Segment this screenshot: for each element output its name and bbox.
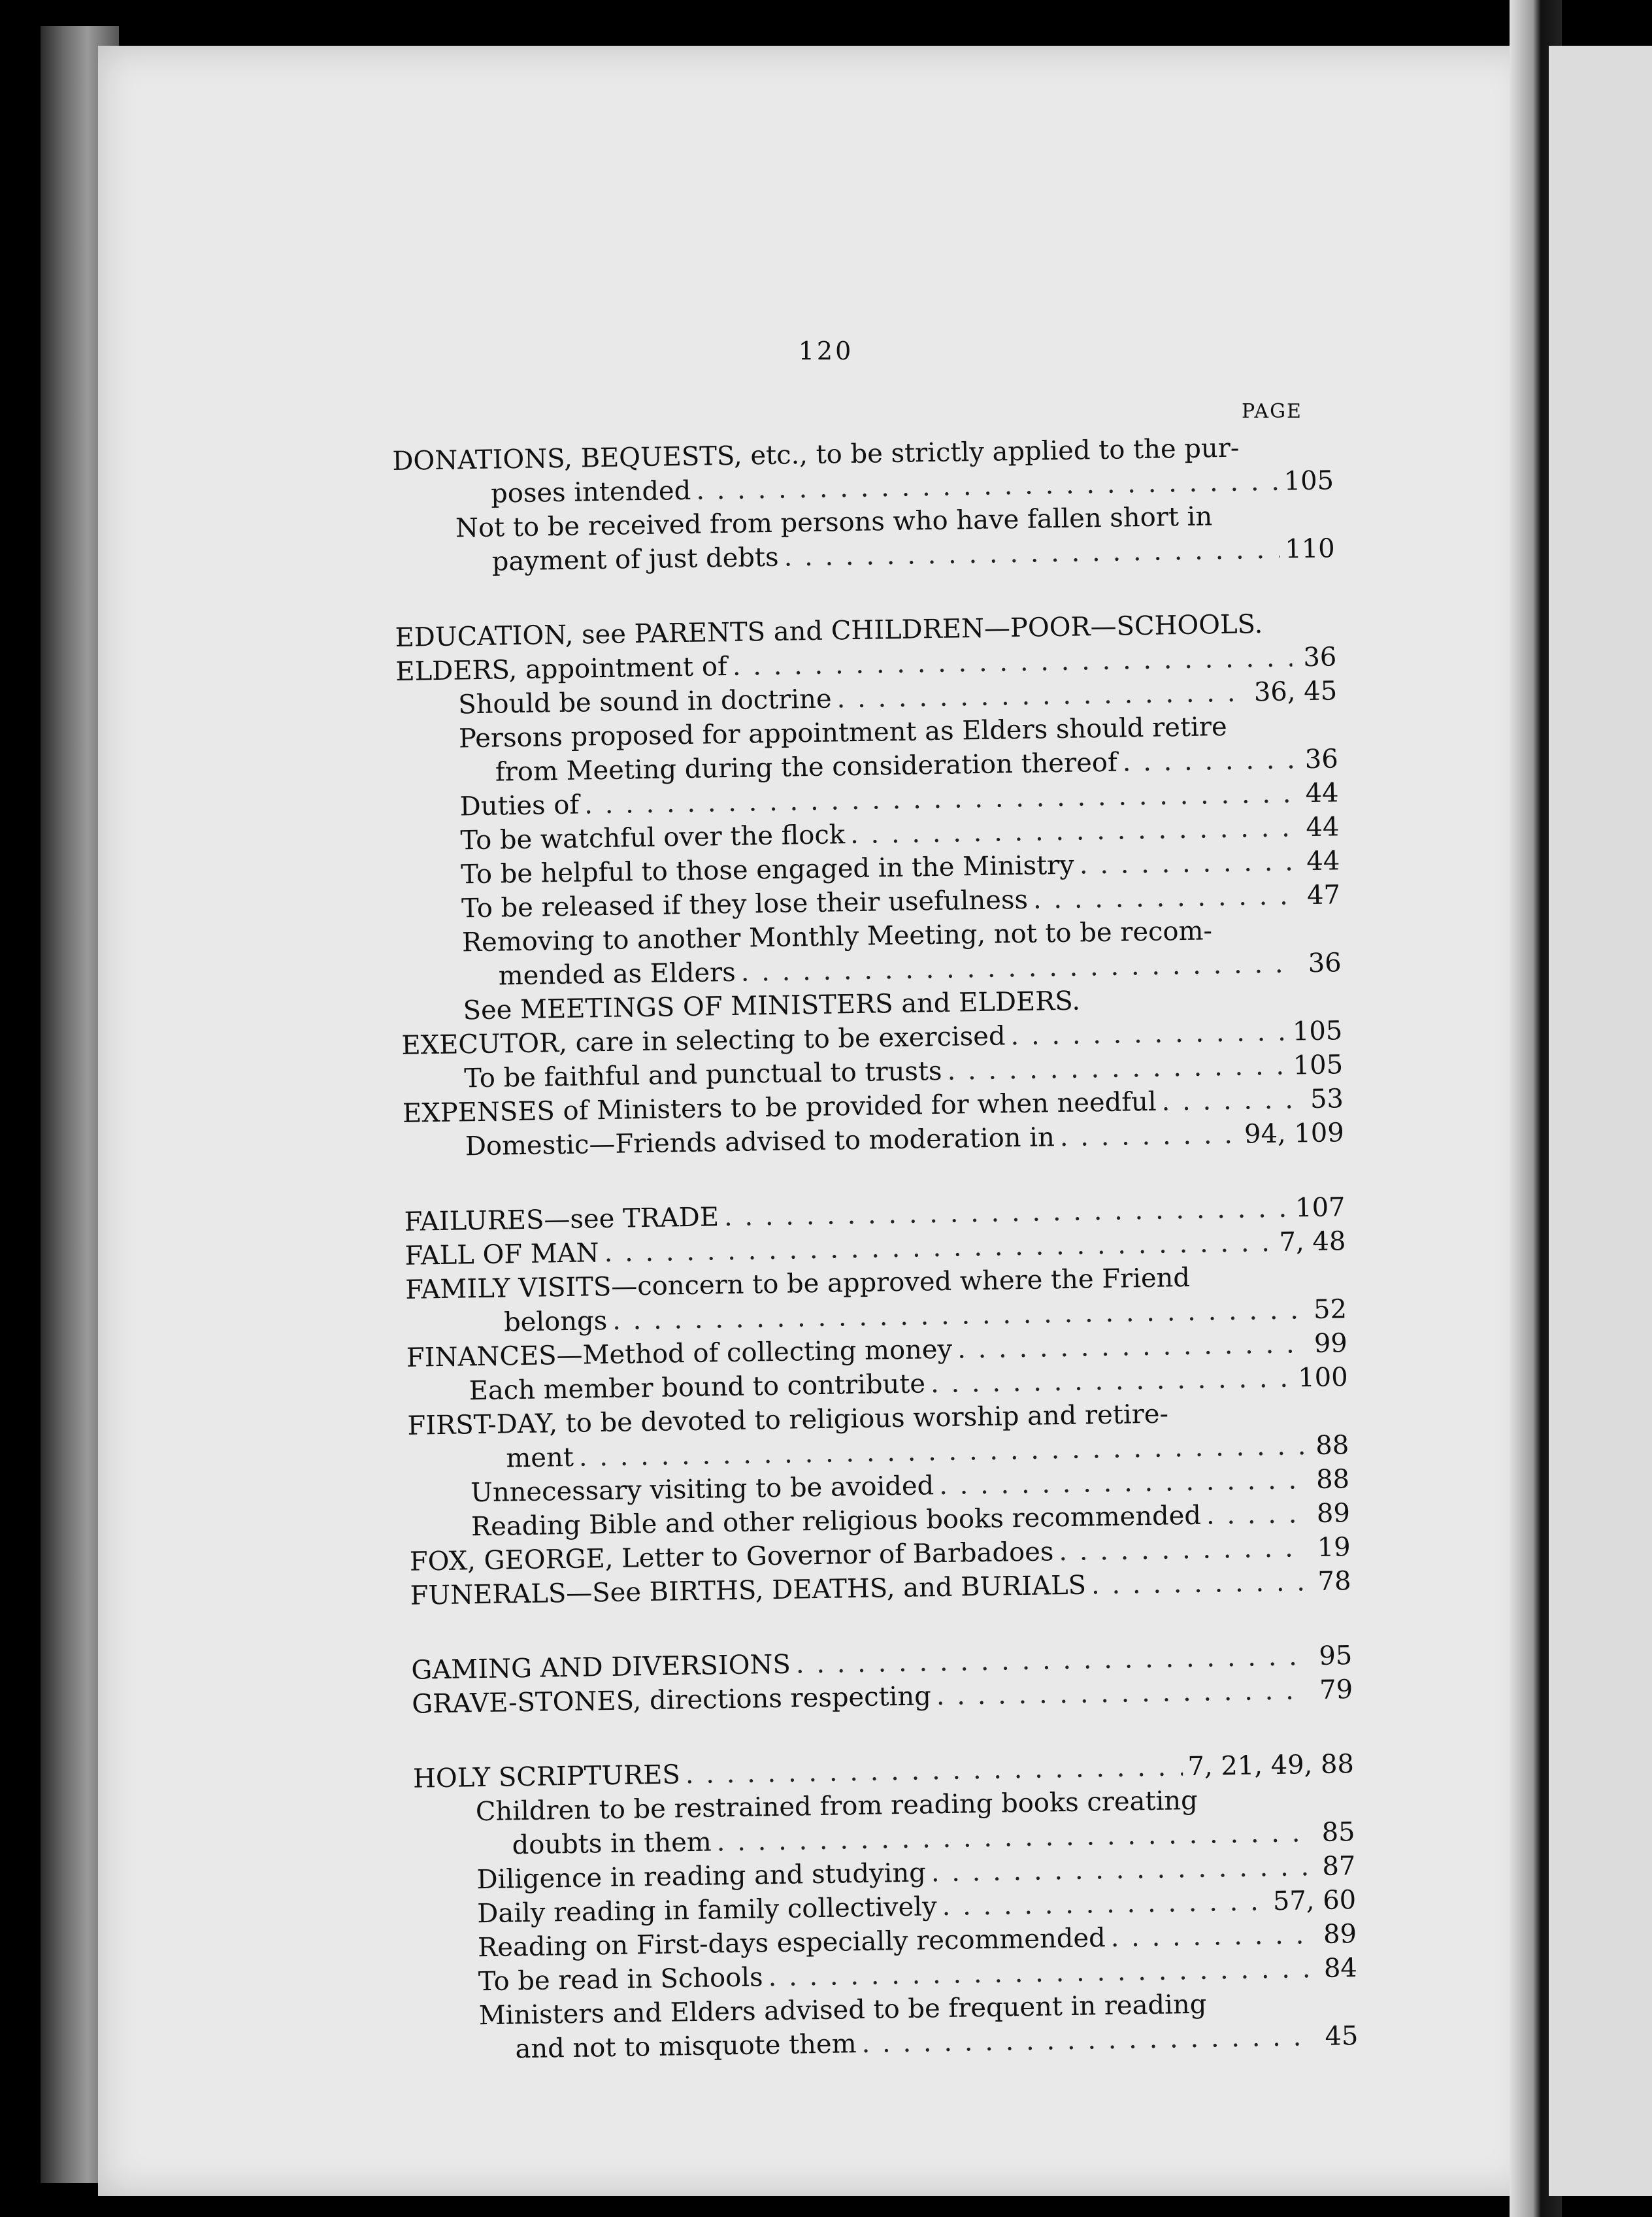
entry-page-ref: 57, 60: [1272, 1885, 1357, 1917]
entry-text: ment: [506, 1442, 574, 1474]
entry-text: To be helpful to those engaged in the Ministry: [460, 850, 1075, 890]
entry-text: Not to be received from persons who have fallen short in: [455, 501, 1213, 544]
entry-text: Should be sound in doctrine: [457, 684, 832, 720]
entry-text: payment of just debts: [491, 542, 779, 577]
entry-text: FAILURES—see TRADE: [404, 1202, 719, 1237]
index-list: [392, 429, 1359, 2108]
entry-text: EDUCATION, see PARENTS and CHILDREN—POOR—SCHOOLS.: [395, 609, 1263, 653]
entry-text: FUNERALS—See BIRTHS, DEATHS, and BURIALS: [410, 1570, 1087, 1611]
dot-leader: [931, 1850, 1311, 1890]
entry-page-ref: 85: [1321, 1817, 1355, 1848]
entry-text: To be watchful over the flock: [460, 820, 846, 856]
entry-page-ref: 44: [1306, 846, 1340, 877]
entry-page-ref: 7, 48: [1279, 1226, 1346, 1258]
entry-page-ref: 36: [1308, 948, 1342, 979]
dot-leader: [1206, 1497, 1306, 1532]
entry-page-ref: 110: [1284, 533, 1336, 565]
entry-page-ref: 105: [1293, 1050, 1344, 1081]
dot-leader: [1059, 1531, 1306, 1569]
dot-leader: [942, 1884, 1268, 1924]
entry-text: Ministers and Elders advised to be frequent in reading: [478, 1989, 1207, 2031]
dot-leader: [784, 533, 1280, 575]
entry-page-ref: 44: [1306, 812, 1340, 843]
entry-page-ref: 7, 21, 49, 88: [1187, 1749, 1355, 1782]
entry-text: To be faithful and punctual to trusts: [463, 1056, 942, 1094]
entry-text: To be read in Schools: [478, 1962, 763, 1997]
index-section: [411, 1639, 1353, 1722]
entry-text: doubts in them: [512, 1827, 712, 1861]
entry-text: Duties of: [459, 790, 580, 822]
entry-text: EXECUTOR, care in selecting to be exercised: [401, 1021, 1006, 1061]
entry-text: Removing to another Monthly Meeting, not to be recom-: [461, 916, 1213, 958]
entry-text: Reading on First-days especially recommended: [477, 1923, 1106, 1963]
entry-text: GAMING AND DIVERSIONS: [411, 1649, 791, 1686]
entry-text: Diligence in reading and studying: [476, 1858, 927, 1895]
entry-text: FOX, GEORGE, Letter to Governor of Barbadoes: [409, 1537, 1054, 1577]
page-column-label: PAGE: [1242, 400, 1302, 423]
entry-text: mended as Elders: [498, 957, 736, 992]
entry-page-ref: 99: [1313, 1328, 1348, 1359]
dot-leader: [1033, 878, 1297, 916]
dot-leader: [1091, 1565, 1307, 1602]
dot-leader: [947, 1049, 1288, 1088]
entry-text: Persons proposed for appointment as Elders should retire: [458, 711, 1227, 754]
dot-leader: [931, 1361, 1293, 1401]
entry-text: FALL OF MAN: [405, 1238, 599, 1271]
entry-text: Domestic—Friends advised to moderation in: [465, 1122, 1055, 1162]
index-section: [413, 1747, 1359, 2068]
entry-page-ref: 44: [1305, 778, 1339, 809]
entry-page-ref: 105: [1283, 465, 1334, 497]
dot-leader: [1122, 742, 1294, 779]
entry-page-ref: 88: [1315, 1464, 1350, 1495]
entry-page-ref: 100: [1297, 1362, 1348, 1393]
dot-leader: [1161, 1082, 1299, 1118]
entry-text: Children to be restrained from reading books creating: [475, 1785, 1198, 1827]
entry-text: Unnecessary visiting to be avoided: [470, 1471, 934, 1509]
entry-text: Each member bound to contribute: [469, 1369, 926, 1407]
entry-text: FIRST-DAY, to be devoted to religious worship and retire-: [407, 1399, 1169, 1441]
entry-page-ref: 36, 45: [1253, 676, 1338, 708]
entry-text: FINANCES—Method of collecting money: [406, 1334, 953, 1373]
entry-page-ref: 78: [1317, 1566, 1351, 1597]
entry-page-ref: 89: [1323, 1919, 1357, 1950]
entry-page-ref: 19: [1317, 1532, 1351, 1563]
entry-text: Daily reading in family collectively: [476, 1892, 937, 1929]
dot-leader: [861, 2020, 1314, 2061]
entry-page-ref: 84: [1323, 1953, 1358, 1984]
entry-text: belongs: [503, 1305, 608, 1338]
page-number: 120: [798, 337, 854, 365]
dot-leader: [936, 1673, 1308, 1713]
dot-leader: [939, 1463, 1306, 1503]
entry-page-ref: 94, 109: [1244, 1118, 1345, 1150]
entry-page-ref: 79: [1319, 1675, 1353, 1705]
index-section: [395, 606, 1344, 1165]
entry-page-ref: 45: [1325, 2021, 1359, 2052]
entry-text: EXPENSES of Ministers to be provided for when needful: [402, 1086, 1157, 1129]
dot-leader: [957, 1327, 1303, 1366]
entry-page-ref: 89: [1316, 1498, 1351, 1529]
entry-page-ref: 88: [1315, 1430, 1349, 1461]
entry-page-ref: 95: [1319, 1641, 1353, 1671]
entry-text: DONATIONS, BEQUESTS, etc., to be strictly applied to the pur-: [392, 433, 1240, 476]
entry-page-ref: 36: [1303, 642, 1337, 673]
index-section: [392, 429, 1335, 580]
entry-text: from Meeting during the consideration thereof: [495, 747, 1118, 788]
entry-text: GRAVE-STONES, directions respecting: [411, 1681, 932, 1720]
entry-text: and not to misquote them: [515, 2029, 857, 2065]
entry-text: See MEETINGS OF MINISTERS and ELDERS.: [463, 986, 1081, 1026]
entry-page-ref: 53: [1310, 1084, 1344, 1115]
dot-leader: [1059, 1118, 1239, 1154]
dot-leader: [1110, 1918, 1312, 1955]
entry-page-ref: 87: [1322, 1851, 1356, 1882]
entry-text: ELDERS, appointment of: [395, 651, 728, 687]
entry-page-ref: 47: [1306, 880, 1341, 911]
entry-page-ref: 105: [1292, 1016, 1343, 1047]
index-section: [404, 1190, 1351, 1613]
entry-page-ref: 107: [1295, 1192, 1346, 1224]
entry-page-ref: 36: [1304, 744, 1339, 775]
dot-leader: [1079, 844, 1295, 882]
dot-leader: [1010, 1015, 1287, 1054]
entry-text: HOLY SCRIPTURES: [412, 1759, 681, 1794]
facing-page-edge: [1549, 46, 1652, 2196]
entry-text: To be released if they lose their usefulness: [461, 884, 1029, 924]
entry-page-ref: 52: [1313, 1294, 1347, 1325]
entry-text: FAMILY VISITS—concern to be approved where the Friend: [405, 1262, 1191, 1305]
entry-text: Reading Bible and other religious books recommended: [471, 1500, 1202, 1542]
entry-text: poses intended: [490, 475, 691, 509]
